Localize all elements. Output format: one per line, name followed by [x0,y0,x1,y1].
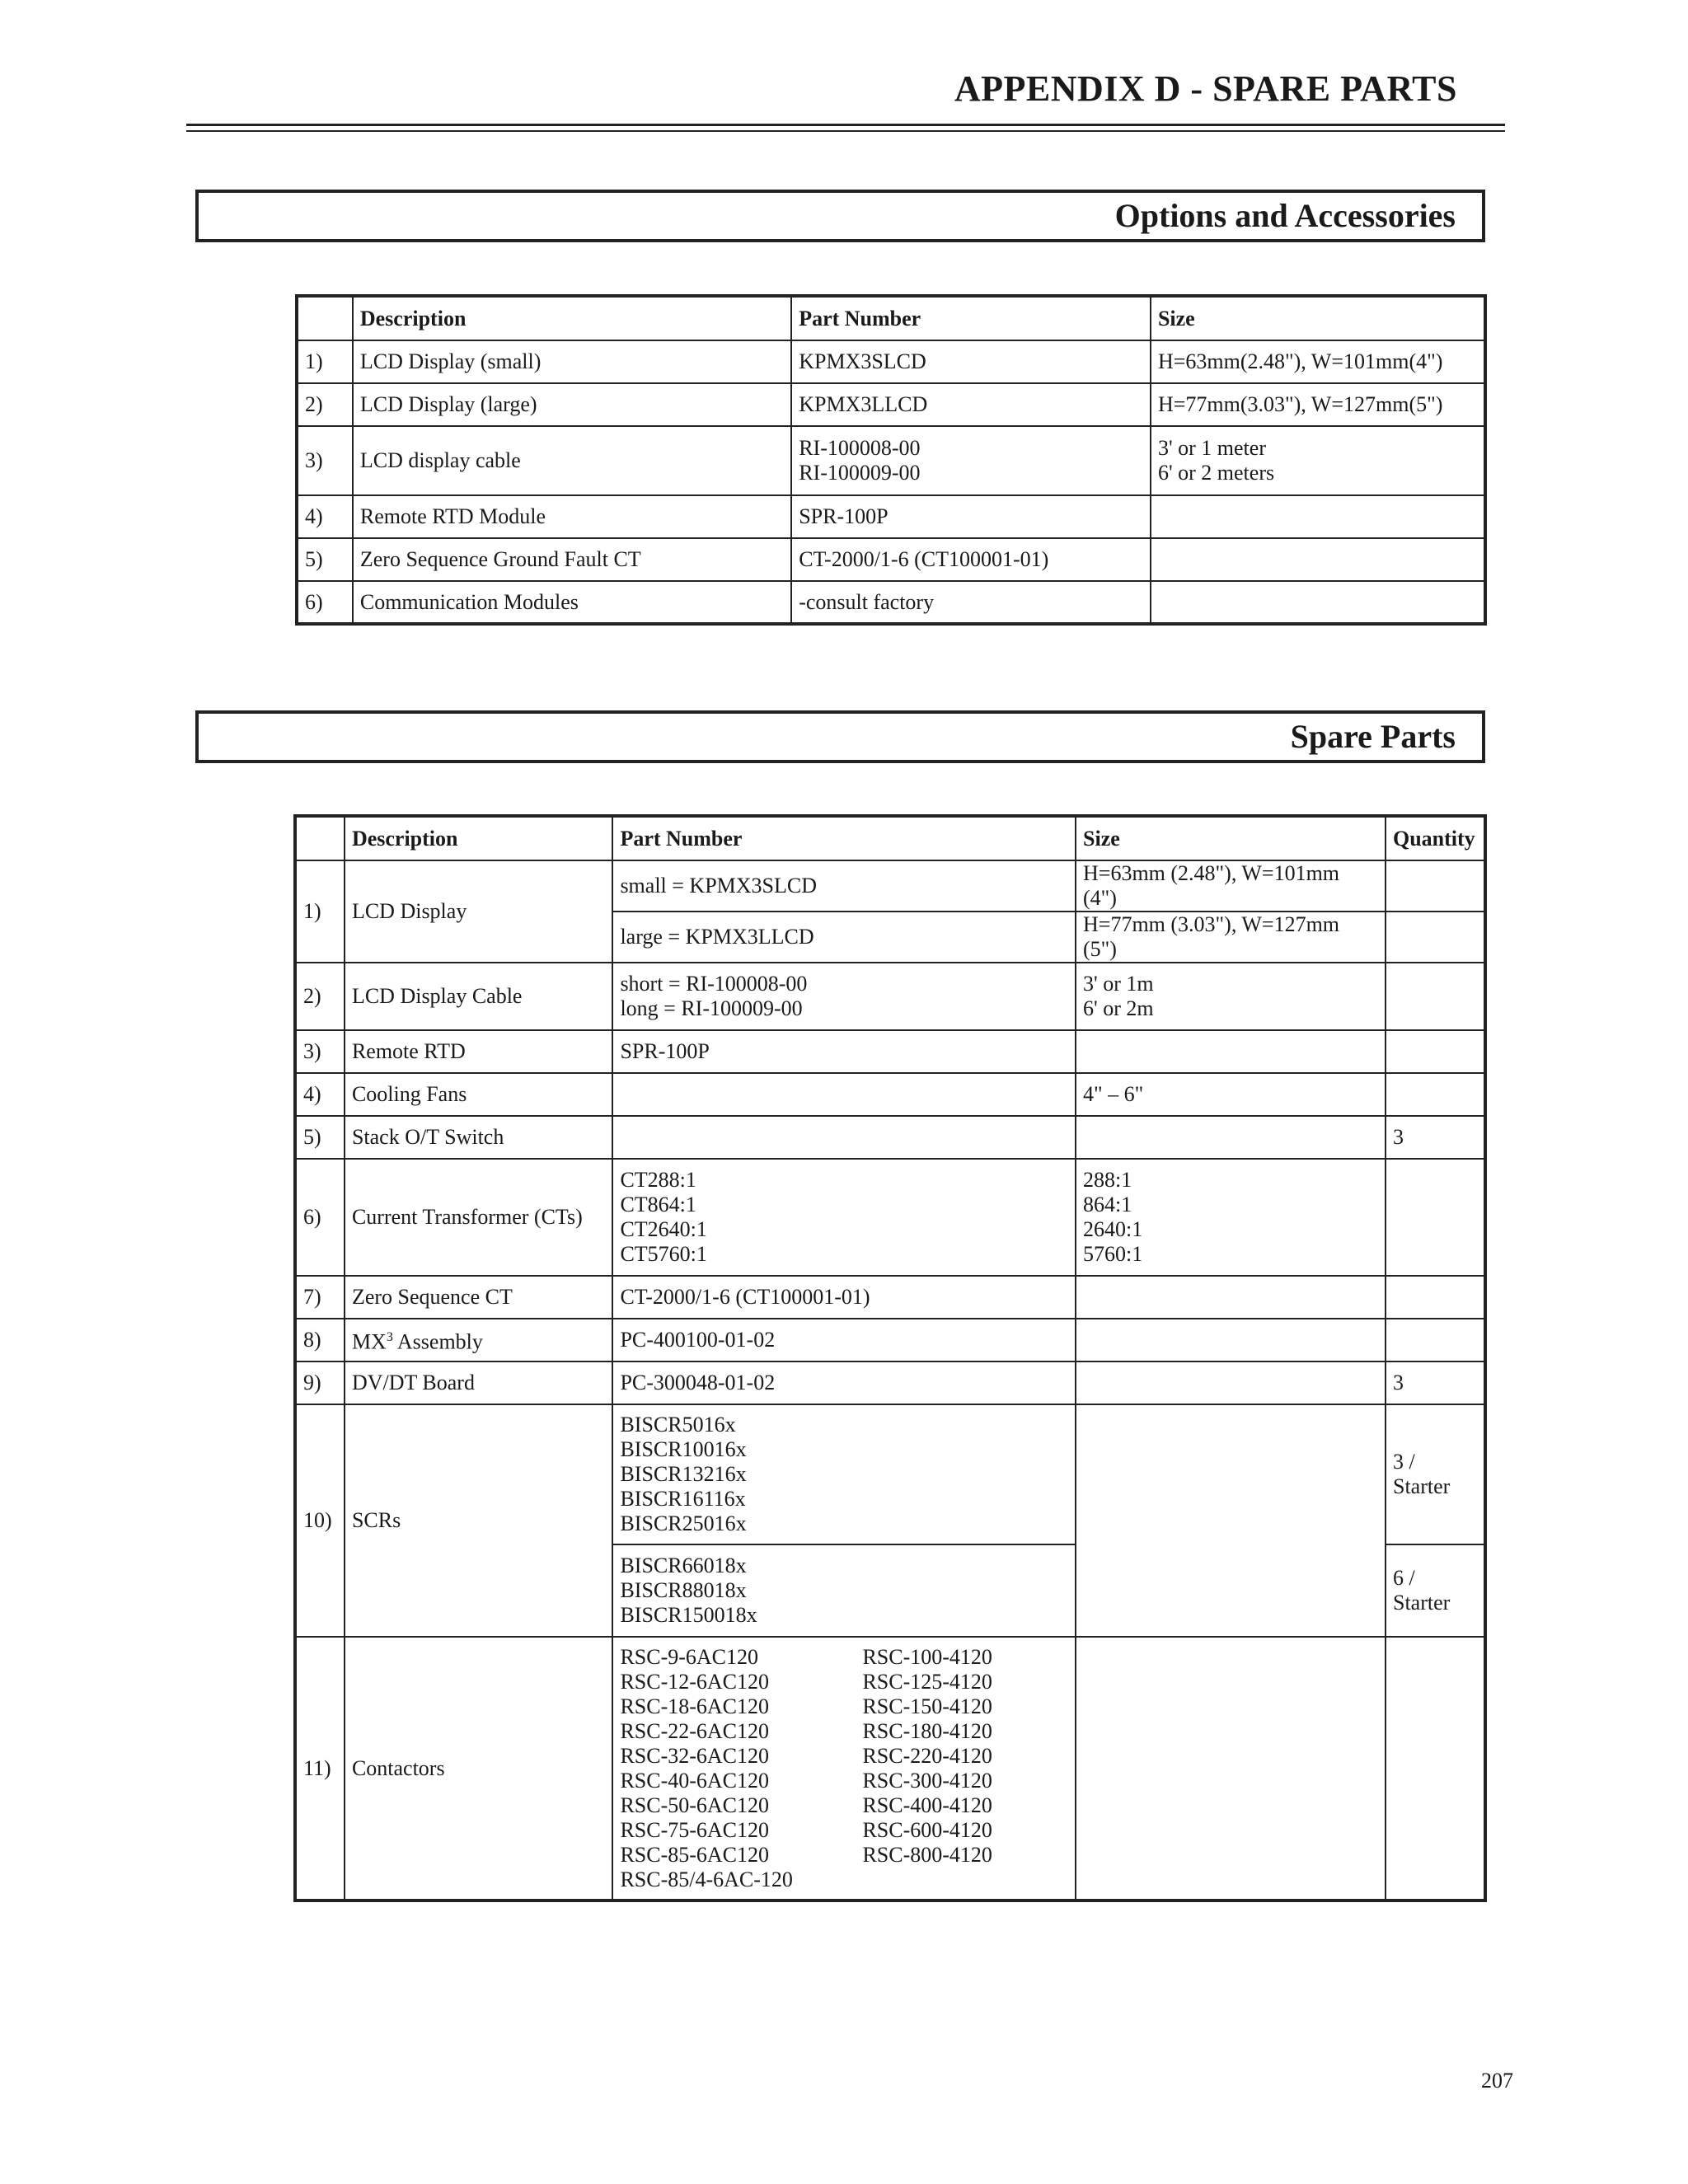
table-row [295,1361,1485,1404]
table-row [295,1116,1485,1159]
part-number-cell [791,426,1151,495]
header-description: Description [345,816,613,860]
table-row [295,1404,1485,1544]
row-number: 8) [295,1319,345,1361]
description-cell: LCD display cable [353,426,791,495]
part-line: RSC-85-6AC120 [620,1842,770,1867]
row-number: 4) [297,495,353,538]
table-row [295,1319,1485,1361]
part-number-cell: large = KPMX3LLCD [612,912,1076,963]
table-row [297,340,1485,383]
description-cell: SCRs [345,1404,613,1637]
part-line: RSC-220-4120 [862,1743,992,1768]
description-cell: DV/DT Board [345,1361,613,1404]
quantity-cell [1386,963,1485,1030]
part-line: BISCR5016x [620,1413,736,1436]
part-line: RSC-12-6AC120 [620,1669,770,1694]
part-line: RSC-600-4120 [862,1817,992,1842]
superscript: 3 [386,1330,393,1345]
part-line: RSC-85/4-6AC-120 [620,1867,793,1891]
part-number-cell: SPR-100P [791,495,1151,538]
quantity-cell: 6 / Starter [1386,1544,1485,1637]
quantity-cell: 3 [1386,1361,1485,1404]
part-line: CT5760:1 [620,1242,707,1266]
part-line: RSC-18-6AC120 [620,1694,770,1718]
size-cell [1076,1319,1386,1361]
table-row [295,1159,1485,1276]
table-row [295,1637,1485,1900]
size-cell: H=77mm (3.03"), W=127mm (5") [1076,912,1386,963]
part-number-cell: PC-300048-01-02 [612,1361,1076,1404]
row-number: 4) [295,1073,345,1116]
size-cell: H=77mm(3.03"), W=127mm(5") [1151,383,1485,426]
quantity-cell [1386,912,1485,963]
description-cell: LCD Display [345,860,613,963]
row-number: 5) [297,538,353,581]
quantity-cell [1386,1319,1485,1361]
row-number: 11) [295,1637,345,1900]
header-part-number: Part Number [612,816,1076,860]
header-size: Size [1151,296,1485,340]
size-cell [1076,1116,1386,1159]
description-cell: LCD Display (small) [353,340,791,383]
size-cell [1076,1361,1386,1404]
description-cell [345,1319,613,1361]
table-row [295,963,1485,1030]
row-number: 6) [295,1159,345,1276]
row-number: 7) [295,1276,345,1319]
part-number-cell [612,1404,1076,1544]
part-number-cell [612,1544,1076,1637]
part-line: RSC-125-4120 [862,1669,992,1694]
part-column-a [620,1645,862,1892]
part-line: RSC-32-6AC120 [620,1743,770,1768]
size-cell [1151,581,1485,624]
header-rule-top [186,124,1505,126]
options-table [295,294,1487,626]
part-number-cell: CT-2000/1-6 (CT100001-01) [791,538,1151,581]
part-number-cell: small = KPMX3SLCD [612,860,1076,912]
spare-parts-section-heading: Spare Parts [195,710,1485,763]
part-line: CT288:1 [620,1168,696,1192]
size-line: 6' or 2 meters [1157,461,1275,485]
part-line: RI-100008-00 [799,436,921,460]
part-number-cell: KPMX3LLCD [791,383,1151,426]
table-header-row [295,816,1485,860]
header-num [295,816,345,860]
header-num [297,296,353,340]
quantity-cell [1386,1276,1485,1319]
size-cell: 4" – 6" [1076,1073,1386,1116]
part-number-cell [612,1073,1076,1116]
description-suffix: Assembly [392,1329,483,1354]
row-number: 10) [295,1404,345,1637]
description-cell: Stack O/T Switch [345,1116,613,1159]
header-part-number: Part Number [791,296,1151,340]
quantity-cell [1386,1030,1485,1073]
part-line: CT864:1 [620,1193,696,1216]
row-number: 9) [295,1361,345,1404]
part-line: RSC-9-6AC120 [620,1644,759,1669]
table-row [297,581,1485,624]
size-line: 2640:1 [1083,1217,1143,1241]
part-line: RSC-150-4120 [862,1694,992,1718]
table-row [297,495,1485,538]
quantity-cell [1386,1159,1485,1276]
size-cell [1151,495,1485,538]
part-line: RSC-75-6AC120 [620,1817,770,1842]
options-section-heading: Options and Accessories [195,190,1485,242]
part-number-cell: PC-400100-01-02 [612,1319,1076,1361]
row-number: 3) [295,1030,345,1073]
header-size: Size [1076,816,1386,860]
size-cell [1076,1637,1386,1900]
size-line: 3' or 1m [1083,972,1154,996]
part-line: RSC-100-4120 [862,1644,992,1669]
size-cell [1076,1276,1386,1319]
table-row [295,1276,1485,1319]
size-cell: H=63mm (2.48"), W=101mm (4") [1076,860,1386,912]
part-number-cell: CT-2000/1-6 (CT100001-01) [612,1276,1076,1319]
part-number-cell: KPMX3SLCD [791,340,1151,383]
part-line: RSC-400-4120 [862,1793,992,1817]
part-number-cell [612,1116,1076,1159]
quantity-cell: 3 / Starter [1386,1404,1485,1544]
quantity-cell: 3 [1386,1116,1485,1159]
header-rule-bottom [186,130,1505,132]
part-number-cell [612,963,1076,1030]
part-number-cell: SPR-100P [612,1030,1076,1073]
description-cell: Contactors [345,1637,613,1900]
description-cell: Zero Sequence Ground Fault CT [353,538,791,581]
part-line: RSC-180-4120 [862,1718,992,1743]
part-line: RSC-22-6AC120 [620,1718,770,1743]
part-line: BISCR10016x [620,1437,747,1461]
header-description: Description [353,296,791,340]
part-line: BISCR150018x [620,1603,757,1627]
description-cell: LCD Display Cable [345,963,613,1030]
part-number-cell [612,1637,1076,1900]
size-cell [1076,1159,1386,1276]
table-row [297,426,1485,495]
part-line: RSC-800-4120 [862,1842,992,1867]
page-number: 207 [1481,2069,1513,2093]
row-number: 2) [295,963,345,1030]
size-line: 864:1 [1083,1193,1132,1216]
table-row [295,1030,1485,1073]
description-prefix: MX [351,1329,387,1354]
table-row [297,538,1485,581]
row-number: 6) [297,581,353,624]
description-cell: Communication Modules [353,581,791,624]
table-row [295,1073,1485,1116]
part-line: RSC-50-6AC120 [620,1793,770,1817]
size-cell [1076,1030,1386,1073]
part-line: short = RI-100008-00 [620,972,808,996]
part-line: BISCR25016x [620,1511,747,1535]
quantity-cell [1386,1637,1485,1900]
size-cell [1076,1404,1386,1637]
size-cell [1151,426,1485,495]
size-line: 5760:1 [1083,1242,1143,1266]
spare-parts-table [293,814,1487,1902]
part-line: BISCR13216x [620,1462,747,1486]
part-line: RI-100009-00 [799,461,921,485]
quantity-cell [1386,1073,1485,1116]
part-line: RSC-300-4120 [862,1768,992,1793]
row-number: 1) [297,340,353,383]
description-cell: Remote RTD [345,1030,613,1073]
table-header-row [297,296,1485,340]
row-number: 3) [297,426,353,495]
part-line: RSC-40-6AC120 [620,1768,770,1793]
description-cell: Remote RTD Module [353,495,791,538]
description-cell: LCD Display (large) [353,383,791,426]
description-cell: Current Transformer (CTs) [345,1159,613,1276]
size-line: 6' or 2m [1083,996,1154,1020]
row-number: 5) [295,1116,345,1159]
header-quantity: Quantity [1386,816,1485,860]
row-number: 1) [295,860,345,963]
size-cell: H=63mm(2.48"), W=101mm(4") [1151,340,1485,383]
contactor-part-list [620,1645,1068,1892]
size-cell [1076,963,1386,1030]
description-cell: Zero Sequence CT [345,1276,613,1319]
part-number-cell [612,1159,1076,1276]
size-line: 288:1 [1083,1168,1132,1192]
quantity-cell [1386,860,1485,912]
part-line: BISCR16116x [620,1487,746,1511]
size-line: 3' or 1 meter [1157,436,1266,460]
size-cell [1151,538,1485,581]
part-line: long = RI-100009-00 [620,996,803,1020]
part-line: BISCR66018x [620,1554,747,1577]
page-title: APPENDIX D - SPARE PARTS [954,68,1457,109]
part-line: CT2640:1 [620,1217,707,1241]
part-line: BISCR88018x [620,1578,747,1602]
table-row [297,383,1485,426]
description-cell: Cooling Fans [345,1073,613,1116]
part-number-cell: -consult factory [791,581,1151,624]
part-column-b [862,1645,1027,1892]
table-row [295,860,1485,912]
row-number: 2) [297,383,353,426]
